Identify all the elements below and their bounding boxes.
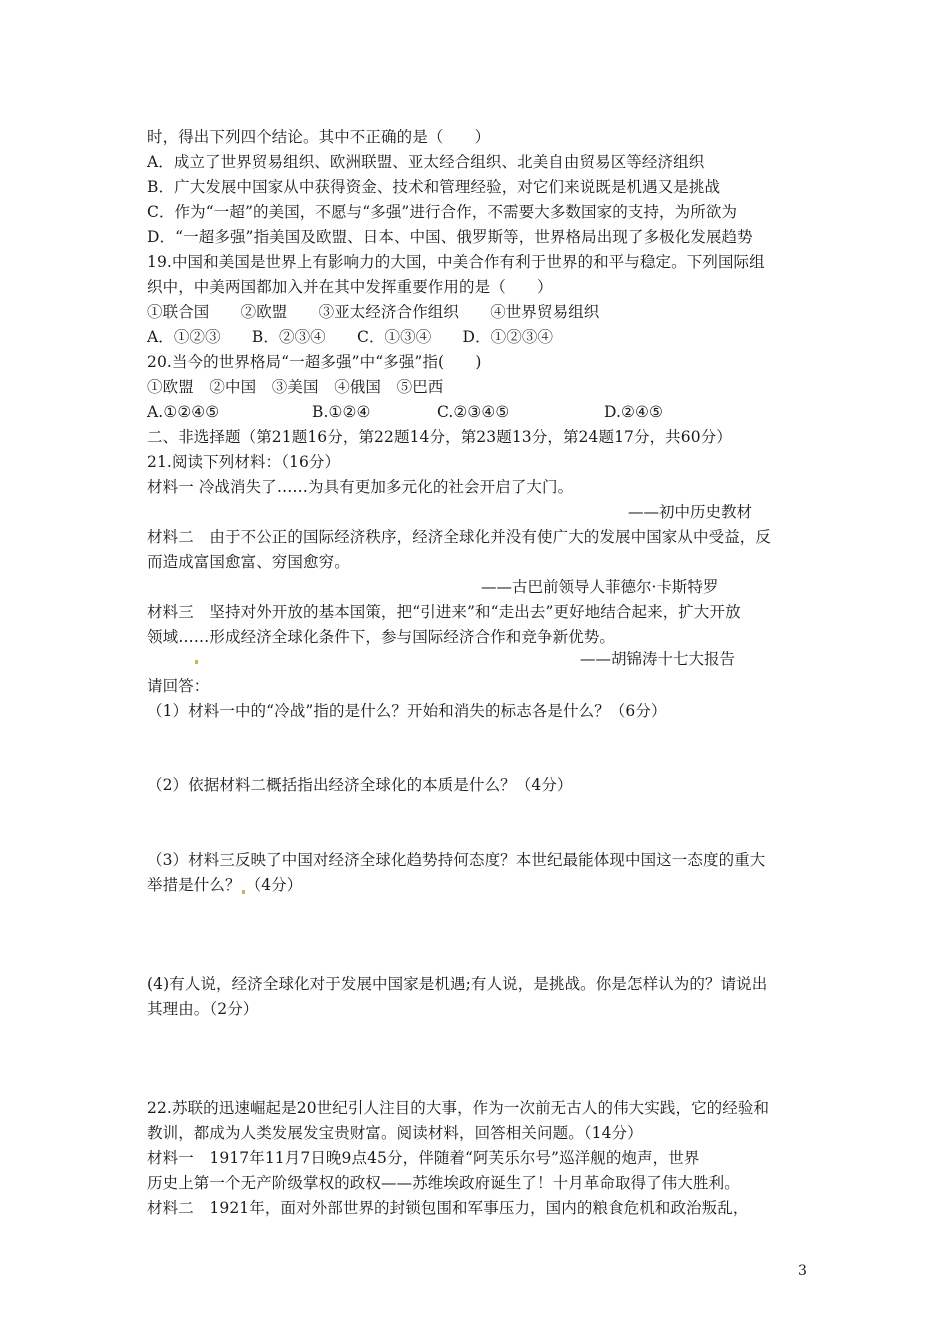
q20-stem: 20.当今的世界格局“一超多强”中“多强”指( ) xyxy=(147,353,482,371)
q18-option-c: C．作为“一超”的美国，不愿与“多强”进行合作，不需要大多数国家的支持，为所欲为 xyxy=(147,203,738,221)
q21-sub-4-line2: 其理由。（2分） xyxy=(147,1000,259,1018)
q22-stem-line1: 22.苏联的迅速崛起是20世纪引人注目的大事，作为一次前无古人的伟大实践，它的经验和 xyxy=(147,1099,770,1117)
page-number: 3 xyxy=(798,1263,807,1279)
q20-option-a: A.①②④⑤ xyxy=(147,403,220,421)
q21-sub-3-score: （4分） xyxy=(245,876,303,894)
q21-ask: 请回答： xyxy=(147,677,210,695)
q18-option-d: D．“一超多强”指美国及欧盟、日本、中国、俄罗斯等，世界格局出现了多极化发展趋势 xyxy=(147,228,753,246)
q21-material-2-line2: 而造成富国愈富、穷国愈穷。 xyxy=(147,553,350,571)
q21-material-1: 材料一 冷战消失了……为具有更加多元化的社会开启了大门。 xyxy=(147,478,574,496)
speck-mark xyxy=(242,890,245,894)
q19-options: A．①②③ B．②③④ C．①③④ D．①②③④ xyxy=(147,328,554,346)
q21-sub-4-line1: (4)有人说，经济全球化对于发展中国家是机遇;有人说，是挑战。你是怎样认为的？请说出 xyxy=(147,975,768,993)
q21-sub-3-line2 xyxy=(147,875,302,895)
q22-material-1-line1: 材料一 1917年11月7日晚9点45分，伴随着“阿芙乐尔号”巡洋舰的炮声，世界 xyxy=(147,1149,700,1167)
q20-items: ①欧盟 ②中国 ③美国 ④俄国 ⑤巴西 xyxy=(147,378,444,396)
q22-material-2-line1: 材料二 1921年，面对外部世界的封锁包围和军事压力，国内的粮食危机和政治叛乱， xyxy=(147,1199,749,1217)
q18-option-b: B．广大发展中国家从中获得资金、技术和管理经验，对它们来说既是机遇又是挑战 xyxy=(147,178,721,196)
q19-stem-line2: 织中，中美两国都加入并在其中发挥重要作用的是（ ） xyxy=(147,278,553,296)
q21-intro: 21.阅读下列材料：（16分） xyxy=(147,453,341,471)
q18-option-a: A．成立了世界贸易组织、欧洲联盟、亚太经合组织、北美自由贸易区等经济组织 xyxy=(147,153,705,171)
q21-material-3-line2: 领域……形成经济全球化条件下，参与国际经济合作和竞争新优势。 xyxy=(147,628,616,646)
q22-material-1-line2: 历史上第一个无产阶级掌权的政权——苏维埃政府诞生了！十月革命取得了伟大胜利。 xyxy=(147,1174,740,1192)
q20-option-c: C.②③④⑤ xyxy=(437,403,510,421)
speck-mark xyxy=(195,660,198,664)
q22-stem-line2: 教训，都成为人类发展发宝贵财富。阅读材料，回答相关问题。（14分） xyxy=(147,1124,643,1142)
q21-material-2-source: ——古巴前领导人菲德尔·卡斯特罗 xyxy=(481,578,719,596)
q21-sub-1: （1）材料一中的“冷战”指的是什么？开始和消失的标志各是什么？（6分） xyxy=(147,702,667,720)
q21-sub-3-question: 举措是什么？ xyxy=(147,876,241,894)
q20-option-d: D.②④⑤ xyxy=(604,403,663,421)
q21-material-3-source: ——胡锦涛十七大报告 xyxy=(580,650,736,668)
q19-items: ①联合国 ②欧盟 ③亚太经济合作组织 ④世界贸易组织 xyxy=(147,303,600,321)
q19-stem-line1: 19.中国和美国是世界上有影响力的大国，中美合作有利于世界的和平与稳定。下列国际组 xyxy=(147,253,765,271)
q21-material-1-source: ——初中历史教材 xyxy=(628,503,753,521)
q20-option-b: B.①②④ xyxy=(312,403,371,421)
q21-material-3-line1: 材料三 坚持对外开放的基本国策，把“引进来”和“走出去”更好地结合起来，扩大开放 xyxy=(147,603,741,621)
q18-stem: 时，得出下列四个结论。其中不正确的是（ ） xyxy=(147,128,491,146)
section-heading: 二、非选择题（第21题16分，第22题14分，第23题13分，第24题17分，共60分） xyxy=(147,428,732,446)
q21-material-2-line1: 材料二 由于不公正的国际经济秩序，经济全球化并没有使广大的发展中国家从中受益，反 xyxy=(147,528,772,546)
q21-sub-2: （2）依据材料二概括指出经济全球化的本质是什么？（4分） xyxy=(147,776,573,794)
q21-sub-3-line1: （3）材料三反映了中国对经济全球化趋势持何态度？本世纪最能体现中国这一态度的重大 xyxy=(147,851,766,869)
